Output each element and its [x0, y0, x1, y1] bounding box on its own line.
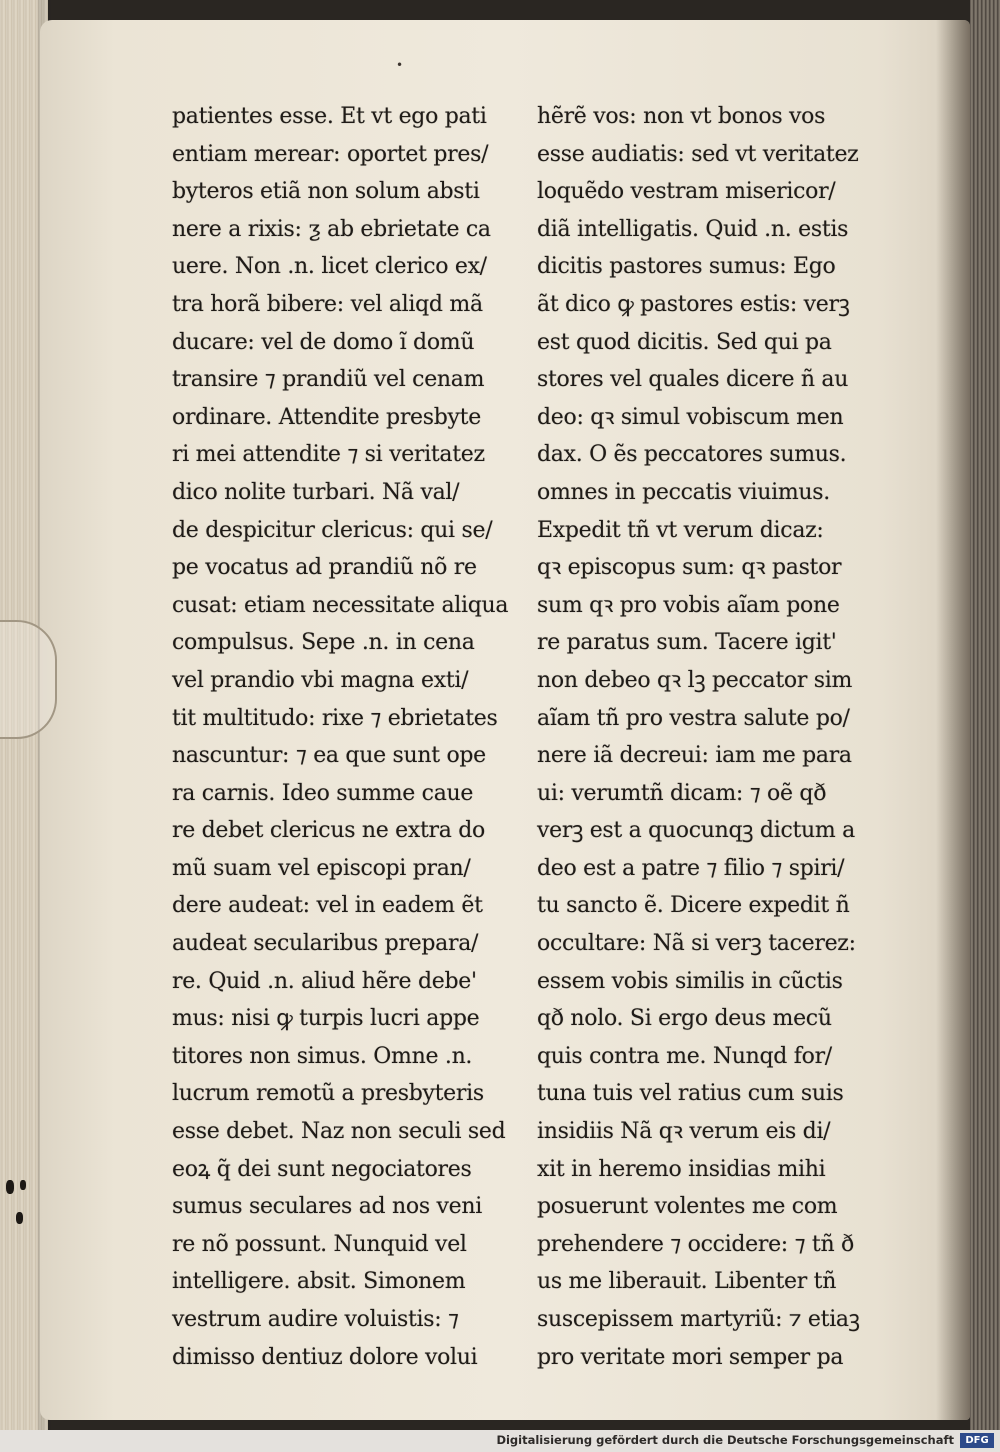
text-line: us me liberauit. Libenter tñ — [537, 1269, 837, 1295]
text-line: uere. Non .n. licet clerico ex/ — [172, 254, 487, 280]
book-clasp — [0, 620, 57, 739]
page-marker-dot: • — [396, 58, 404, 72]
text-line: deo est a patre ⁊ filio ⁊ spiri/ — [537, 855, 845, 881]
text-line: suscepissem martyriũ: ⁊ etiaꝫ — [537, 1307, 860, 1332]
text-line: byteros etiã non solum absti — [172, 179, 480, 205]
text-line: vestrum audire voluistis: ⁊ — [172, 1307, 459, 1332]
text-line: nascuntur: ⁊ ea que sunt ope — [172, 743, 486, 769]
text-line: mũ suam vel episcopi pran/ — [172, 855, 471, 881]
left-text-column — [172, 98, 520, 1376]
text-line: dicitis pastores sumus: Ego — [537, 254, 836, 280]
text-line: vel prandio vbi magna exti/ — [172, 667, 469, 693]
ink-blot — [20, 1180, 26, 1190]
page-gutter-shadow — [936, 20, 970, 1420]
text-line: tuna tuis vel ratius cum suis — [537, 1081, 844, 1107]
text-line: re nõ possunt. Nunquid vel — [172, 1231, 467, 1257]
text-line: posuerunt volentes me com — [537, 1194, 838, 1220]
text-line: tra horã bibere: vel aliqd mã — [172, 291, 483, 317]
text-line: est quod dicitis. Sed qui pa — [537, 329, 832, 355]
footer-bar — [0, 1430, 1000, 1452]
text-line: ãt dico ꝙ pastores estis: verꝫ — [537, 291, 850, 317]
text-line: aĩam tñ pro vestra salute po/ — [537, 705, 850, 731]
text-line: insidiis Nã qꝛ verum eis di/ — [537, 1119, 831, 1145]
text-line: diã intelligatis. Quid .n. estis — [537, 216, 849, 242]
right-book-edge — [970, 0, 1000, 1430]
text-line: Expedit tñ vt verum dicaz: — [537, 517, 824, 543]
text-line: qð nolo. Si ergo deus mecũ — [537, 1006, 832, 1032]
text-line: re paratus sum. Tacere igit' — [537, 630, 837, 656]
text-line: patientes esse. Et vt ego pati — [172, 104, 487, 129]
text-line: nere iã decreui: iam me para — [537, 743, 852, 769]
text-line: tu sancto ẽ. Dicere expedit ñ — [537, 893, 850, 919]
text-line: entiam merear: oportet pres/ — [172, 141, 489, 167]
text-line: audeat secularibus prepara/ — [172, 931, 479, 957]
text-line: ra carnis. Ideo summe caue — [172, 780, 474, 806]
text-line: pro veritate mori semper pa — [537, 1344, 844, 1370]
funding-credit: Digitalisierung gefördert durch die Deutsche Forschungsgemeinschaft — [496, 1433, 954, 1447]
text-line: ordinare. Attendite presbyte — [172, 404, 481, 430]
ink-blot — [6, 1180, 14, 1194]
text-line: ri mei attendite ⁊ si veritatez — [172, 442, 485, 468]
text-line: omnes in peccatis viuimus. — [537, 479, 830, 505]
text-line: transire ⁊ prandiũ vel cenam — [172, 367, 485, 393]
text-line: xit in heremo insidias mihi — [537, 1156, 826, 1182]
text-line: sum qꝛ pro vobis aĩam pone — [537, 592, 840, 618]
text-line: tit multitudo: rixe ⁊ ebrietates — [172, 705, 498, 731]
text-line: non debeo qꝛ lꝫ peccator sim — [537, 667, 853, 693]
text-line: qꝛ episcopus sum: qꝛ pastor — [537, 555, 842, 581]
text-line: cusat: etiam necessitate aliqua — [172, 592, 509, 618]
text-line: quis contra me. Nunqd for/ — [537, 1043, 832, 1069]
text-line: verꝫ est a quocunqꝫ dictum a — [537, 818, 855, 844]
text-line: lucrum remotũ a presbyteris — [172, 1081, 484, 1107]
text-line: prehendere ⁊ occidere: ⁊ tñ ð — [537, 1231, 854, 1257]
text-line: de despicitur clericus: qui se/ — [172, 517, 493, 543]
dfg-logo: DFG — [960, 1433, 994, 1448]
text-line: nere a rixis: ƺ ab ebrietate ca — [172, 216, 491, 242]
text-line: compulsus. Sepe .n. in cena — [172, 630, 475, 656]
text-line: ui: verumtñ dicam: ⁊ oẽ qð — [537, 780, 827, 806]
text-line: dere audeat: vel in eadem ẽt — [172, 893, 483, 919]
text-line: dico nolite turbari. Nã val/ — [172, 479, 460, 505]
text-line: eoꝝ q̃ dei sunt negociatores — [172, 1156, 472, 1182]
text-line: essem vobis similis in cũctis — [537, 968, 843, 994]
ink-blot — [16, 1212, 23, 1224]
text-line: esse audiatis: sed vt veritatez — [537, 141, 859, 167]
text-line: ducare: vel de domo ĩ domũ — [172, 329, 475, 355]
text-line: esse debet. Naz non seculi sed — [172, 1119, 506, 1145]
text-line: occultare: Nã si verꝫ tacerez: — [537, 931, 856, 957]
text-line: deo: qꝛ simul vobiscum men — [537, 404, 844, 430]
text-line: re debet clericus ne extra do — [172, 818, 485, 844]
text-line: mus: nisi ꝙ turpis lucri appe — [172, 1006, 480, 1032]
text-line: pe vocatus ad prandiũ nõ re — [172, 555, 477, 581]
text-line: intelligere. absit. Simonem — [172, 1269, 466, 1295]
text-line: titores non simus. Omne .n. — [172, 1043, 473, 1069]
right-text-column — [537, 98, 897, 1376]
text-line: hẽrẽ vos: non vt bonos vos — [537, 104, 826, 129]
text-line: sumus seculares ad nos veni — [172, 1194, 482, 1220]
text-line: dimisso dentiuz dolore volui — [172, 1344, 478, 1370]
text-line: loquẽdo vestram misericor/ — [537, 179, 836, 205]
text-line: dax. O ẽs peccatores sumus. — [537, 442, 847, 468]
text-line: stores vel quales dicere ñ au — [537, 367, 849, 393]
text-line: re. Quid .n. aliud hẽre debe' — [172, 968, 477, 994]
